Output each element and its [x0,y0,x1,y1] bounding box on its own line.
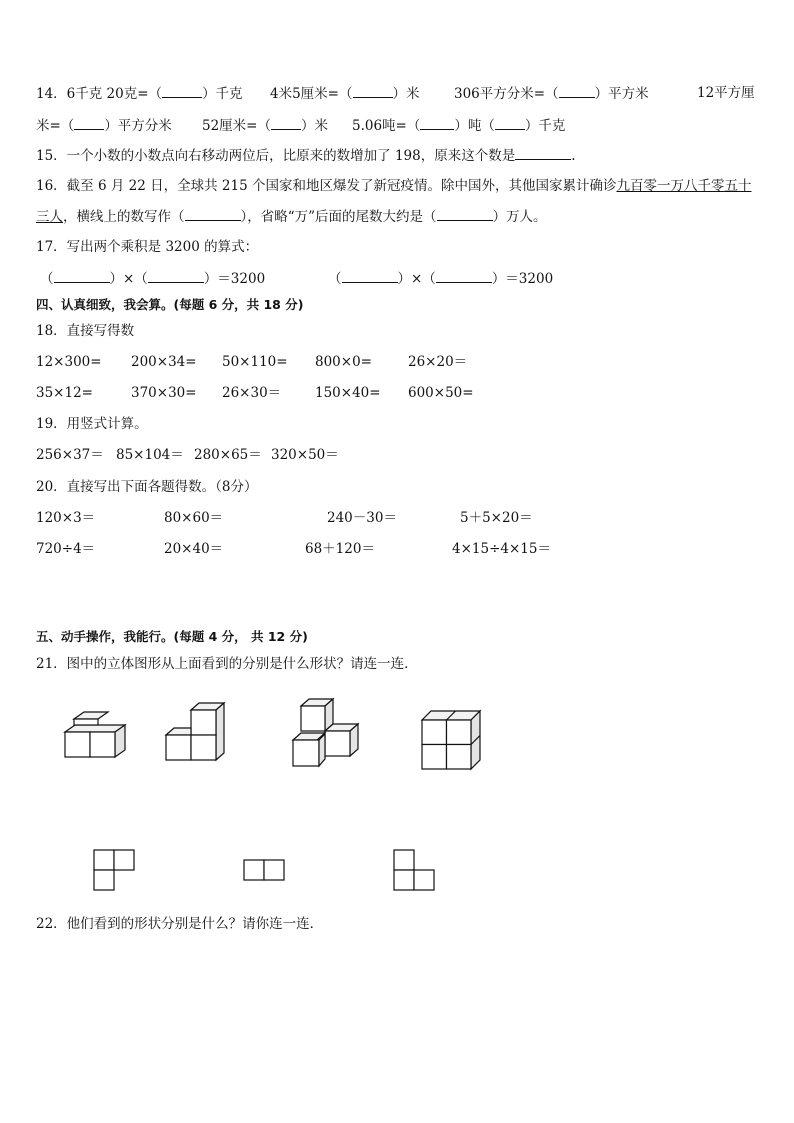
answer-blank[interactable] [185,207,241,221]
q18-item: 600×50= [408,385,474,401]
q21-title: 21．图中的立体图形从上面看到的分别是什么形状？请连一连． [36,656,418,672]
answer-blank[interactable] [342,269,398,283]
q18-item: 150×40= [315,385,381,401]
q14-line1d: 12平方厘 [697,85,755,101]
solid-figure-3[interactable] [291,698,363,768]
solid-figure-1[interactable] [62,712,132,762]
q18-item: 370×30= [131,385,197,401]
q17-expr-1: （ ）×（ ）＝3200 [40,271,266,287]
solid-figure-4[interactable] [419,708,483,772]
q18-item: 35×12= [36,385,93,401]
q20-item: 80×60＝ [164,510,224,526]
answer-blank[interactable] [271,116,301,130]
q14-line1c: 306平方分米=（ ）平方米 [454,86,649,102]
section-5-title: 五、动手操作，我能行。(每题 4 分， 共 12 分) [36,629,308,644]
answer-blank[interactable] [74,116,104,130]
q20-title: 20．直接写出下面各题得数。（8分） [36,479,258,495]
answer-blank[interactable] [54,269,110,283]
section-4-title: 四、认真细致，我会算。(每题 6 分，共 18 分) [36,297,304,312]
q18-title: 18．直接写得数 [36,323,135,339]
q17-expr-2: （ ）×（ ）＝3200 [328,271,554,287]
q18-item: 12×300= [36,354,102,370]
q16-line1: 16．截至 6 月 22 日，全球共 215 个国家和地区爆发了新冠疫情。除中国外，其他国家累计确诊九百零一万八千零五十 [36,178,752,194]
answer-blank[interactable] [437,207,493,221]
q16-line2: 三人，横线上的数写作（ ），省略“万”后面的尾数大约是（ ）万人。 [36,209,547,225]
q20-item: 240－30＝ [327,510,397,526]
q20-item: 120×3＝ [36,510,96,526]
q14-line1b: 4米5厘米=（ ）米 [270,86,420,102]
top-view-shape-2[interactable] [243,859,287,883]
q14-line1: 14．6千克 20克=（ ）千克 [36,86,243,102]
q20-item: 68＋120＝ [305,541,375,557]
q22-title: 22．他们看到的形状分别是什么？请你连一连． [36,916,324,932]
q18-item: 26×30＝ [222,385,282,401]
q19-item: 256×37＝ [36,447,104,463]
q20-item: 720÷4＝ [36,541,96,557]
q14-line2c: 5.06吨=（ ）吨（ ）千克 [352,118,566,134]
q18-item: 26×20＝ [408,354,468,370]
answer-blank[interactable] [353,84,393,98]
q19-item: 85×104＝ [116,447,184,463]
q17-title: 17．写出两个乘积是 3200 的算式： [36,239,259,255]
q18-item: 50×110= [222,354,288,370]
q14-line2: 米=（ ）平方分米 [36,118,172,134]
q19-title: 19．用竖式计算。 [36,416,148,432]
q19-item: 320×50＝ [271,447,339,463]
q20-item: 4×15÷4×15＝ [452,541,551,557]
top-view-shape-1[interactable] [93,849,137,893]
answer-blank[interactable] [559,84,595,98]
answer-blank[interactable] [495,116,525,130]
q20-item: 20×40＝ [164,541,224,557]
answer-blank[interactable] [436,269,492,283]
answer-blank[interactable] [420,116,454,130]
answer-blank[interactable] [515,146,571,160]
q18-item: 800×0= [315,354,372,370]
q18-item: 200×34= [131,354,197,370]
q14-line2b: 52厘米=（ ）米 [202,118,328,134]
answer-blank[interactable] [162,84,202,98]
answer-blank[interactable] [148,269,204,283]
top-view-shape-3[interactable] [393,849,437,893]
q19-item: 280×65＝ [194,447,262,463]
q15: 15．一个小数的小数点向右移动两位后，比原来的数增加了 198，原来这个数是 . [36,148,576,164]
q20-item: 5＋5×20＝ [460,510,533,526]
solid-figure-2[interactable] [164,702,234,764]
